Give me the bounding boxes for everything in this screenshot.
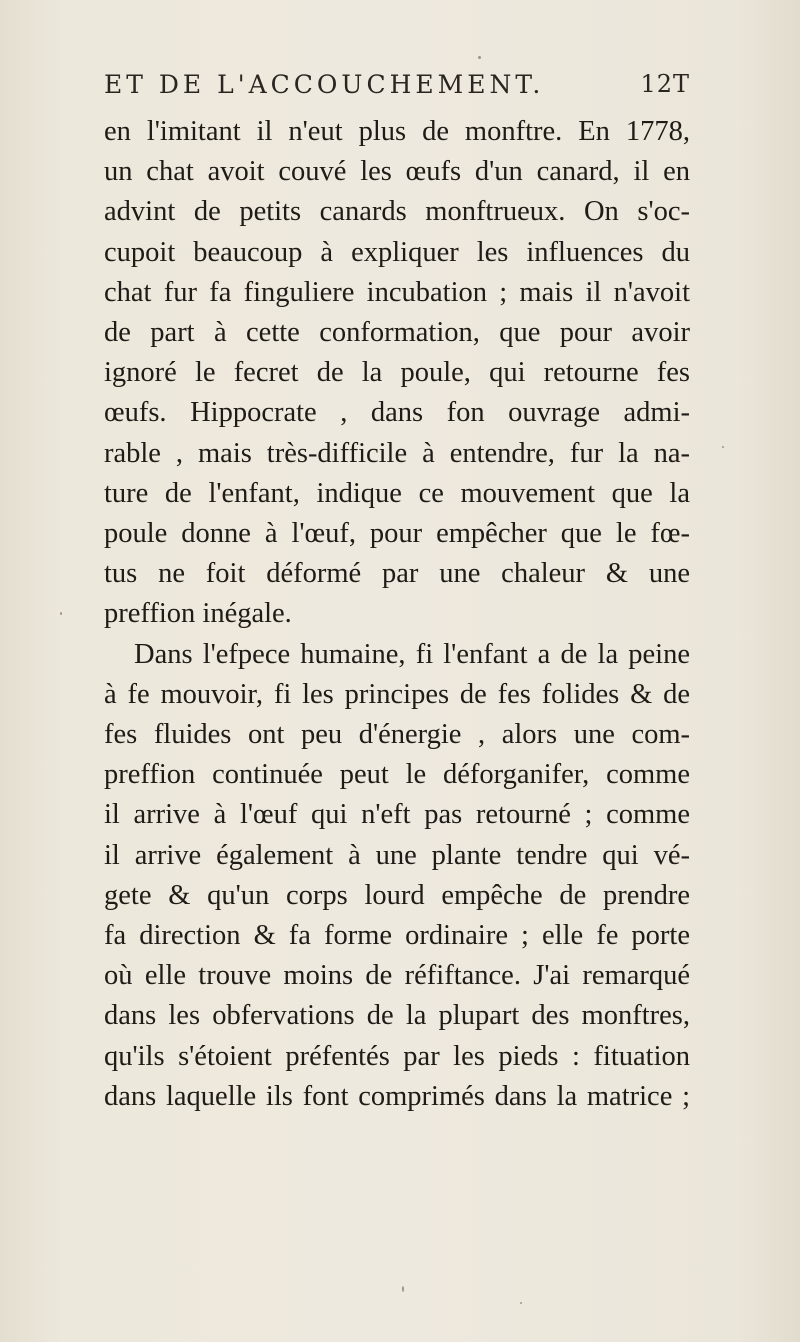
text-line: rable , mais très-difficile à entendre, fur la na- bbox=[104, 437, 690, 469]
text-line: dans les obfervations de la plupart des monftres, bbox=[104, 1000, 690, 1032]
text-line: à fe mouvoir, fi les principes de fes folides & de bbox=[104, 678, 690, 710]
text-line: advint de petits canards monftrueux. On s'oc- bbox=[104, 196, 690, 228]
text-line: un chat avoit couvé les œufs d'un canard, il en bbox=[104, 156, 690, 188]
running-title: ET DE L'ACCOUCHEMENT. bbox=[104, 70, 545, 99]
paper-speck bbox=[520, 1302, 522, 1304]
text-line: fes fluides ont peu d'énergie , alors une com- bbox=[104, 719, 690, 751]
text-line: ture de l'enfant, indique ce mouvement que la bbox=[104, 477, 690, 509]
text-line: ignoré le fecret de la poule, qui retourne fes bbox=[104, 357, 690, 389]
text-line: preffion inégale. bbox=[104, 598, 292, 630]
text-line: preffion continuée peut le déforganifer, comme bbox=[104, 759, 690, 791]
text-line: gete & qu'un corps lourd empêche de prendre bbox=[104, 879, 690, 911]
text-line: poule donne à l'œuf, pour empêcher que le fœ- bbox=[104, 518, 690, 550]
text-line: en l'imitant il n'eut plus de monftre. En 1778, bbox=[104, 116, 690, 147]
text-line: Dans l'efpece humaine, fi l'enfant a de la peine bbox=[134, 638, 690, 670]
text-line: qu'ils s'étoient préfentés par les pieds : fituation bbox=[104, 1040, 690, 1072]
text-line: dans laquelle ils font comprimés dans la matrice ; bbox=[104, 1080, 690, 1112]
text-line: œufs. Hippocrate , dans fon ouvrage admi- bbox=[104, 397, 690, 429]
running-head bbox=[104, 70, 690, 110]
text-line: où elle trouve moins de réfiftance. J'ai remarqué bbox=[104, 960, 690, 992]
text-line: tus ne foit déformé par une chaleur & une bbox=[104, 558, 690, 590]
paper-speck bbox=[402, 1286, 404, 1292]
text-line: il arrive également à une plante tendre qui vé- bbox=[104, 839, 690, 871]
text-line: chat fur fa finguliere incubation ; mais il n'avoit bbox=[104, 276, 690, 308]
page-number: 12T bbox=[640, 70, 690, 98]
paper-speck bbox=[60, 612, 62, 615]
paper-speck bbox=[722, 446, 724, 448]
text-line: fa direction & fa forme ordinaire ; elle fe porte bbox=[104, 920, 690, 952]
text-line: il arrive à l'œuf qui n'eft pas retourné ; comme bbox=[104, 799, 690, 831]
text-line: de part à cette conformation, que pour avoir bbox=[104, 317, 690, 349]
body-text bbox=[104, 112, 690, 1117]
paper-speck bbox=[478, 56, 481, 59]
text-line: cupoit beaucoup à expliquer les influences du bbox=[104, 236, 690, 268]
